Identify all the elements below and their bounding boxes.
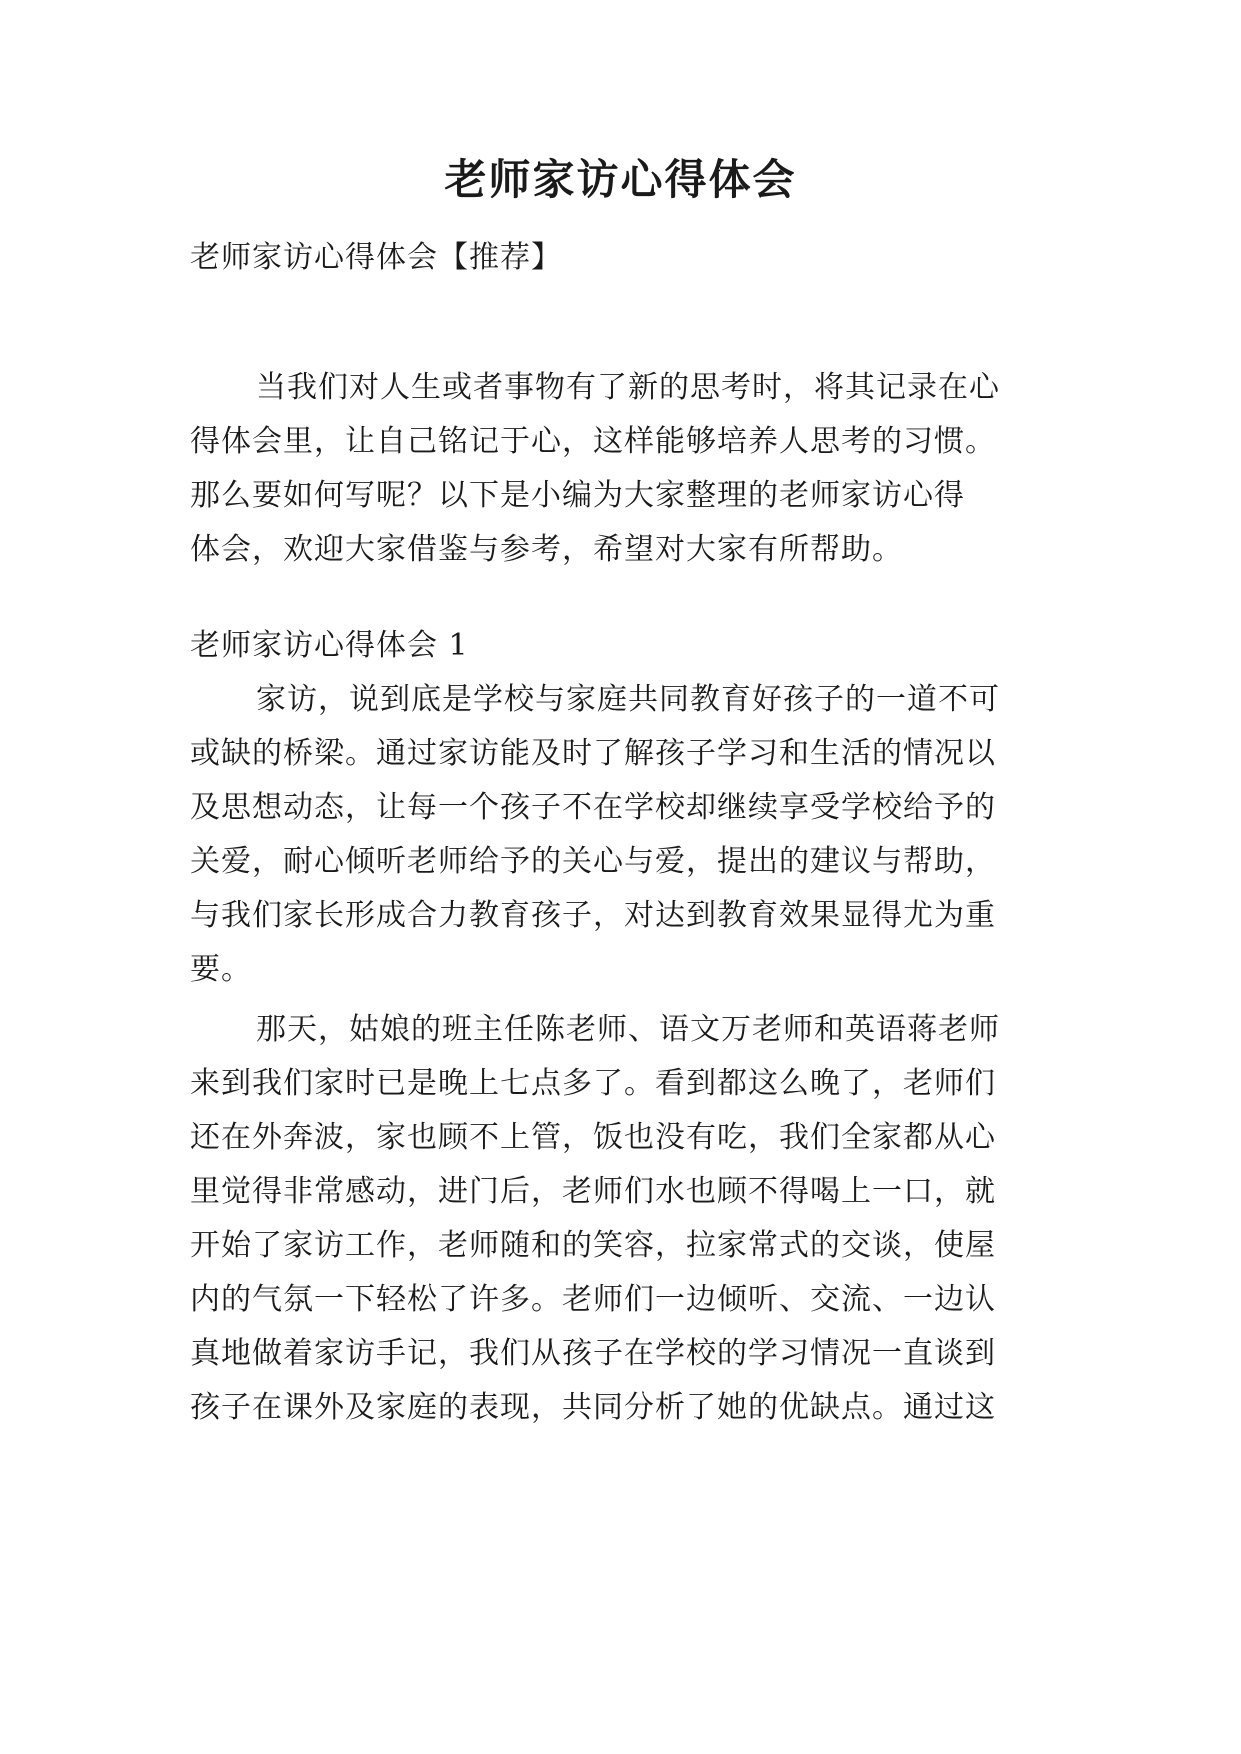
section-heading: 老师家访心得体会 1	[190, 628, 469, 663]
paragraph-line: 或缺的桥梁。通过家访能及时了解孩子学习和生活的情况以	[190, 736, 996, 771]
paragraph-line: 来到我们家时已是晚上七点多了。看到都这么晚了，老师们	[190, 1066, 996, 1101]
intro-line: 当我们对人生或者事物有了新的思考时，将其记录在心	[256, 370, 1000, 405]
paragraph-line: 内的气氛一下轻松了许多。老师们一边倾听、交流、一边认	[190, 1282, 996, 1317]
paragraph-line: 与我们家长形成合力教育孩子，对达到教育效果显得尤为重	[190, 898, 996, 933]
intro-line: 得体会里，让自己铭记于心，这样能够培养人思考的习惯。	[190, 424, 996, 459]
paragraph-line: 孩子在课外及家庭的表现，共同分析了她的优缺点。通过这	[190, 1390, 996, 1425]
paragraph-line: 家访，说到底是学校与家庭共同教育好孩子的一道不可	[256, 682, 1000, 717]
paragraph-line: 真地做着家访手记，我们从孩子在学校的学习情况一直谈到	[190, 1336, 996, 1371]
paragraph-line: 及思想动态，让每一个孩子不在学校却继续享受学校给予的	[190, 790, 996, 825]
paragraph-line: 那天，姑娘的班主任陈老师、语文万老师和英语蒋老师	[256, 1012, 1000, 1047]
paragraph-line: 还在外奔波，家也顾不上管，饭也没有吃，我们全家都从心	[190, 1120, 996, 1155]
intro-line: 那么要如何写呢？以下是小编为大家整理的老师家访心得	[190, 478, 965, 513]
paragraph-line: 里觉得非常感动，进门后，老师们水也顾不得喝上一口，就	[190, 1174, 996, 1209]
paragraph-line: 开始了家访工作，老师随和的笑容，拉家常式的交谈，使屋	[190, 1228, 996, 1263]
document-subtitle: 老师家访心得体会【推荐】	[190, 240, 562, 275]
document-title: 老师家访心得体会	[444, 155, 797, 204]
intro-line: 体会，欢迎大家借鉴与参考，希望对大家有所帮助。	[190, 532, 903, 567]
paragraph-line: 关爱，耐心倾听老师给予的关心与爱，提出的建议与帮助，	[190, 844, 996, 879]
paragraph-line: 要。	[190, 952, 252, 987]
